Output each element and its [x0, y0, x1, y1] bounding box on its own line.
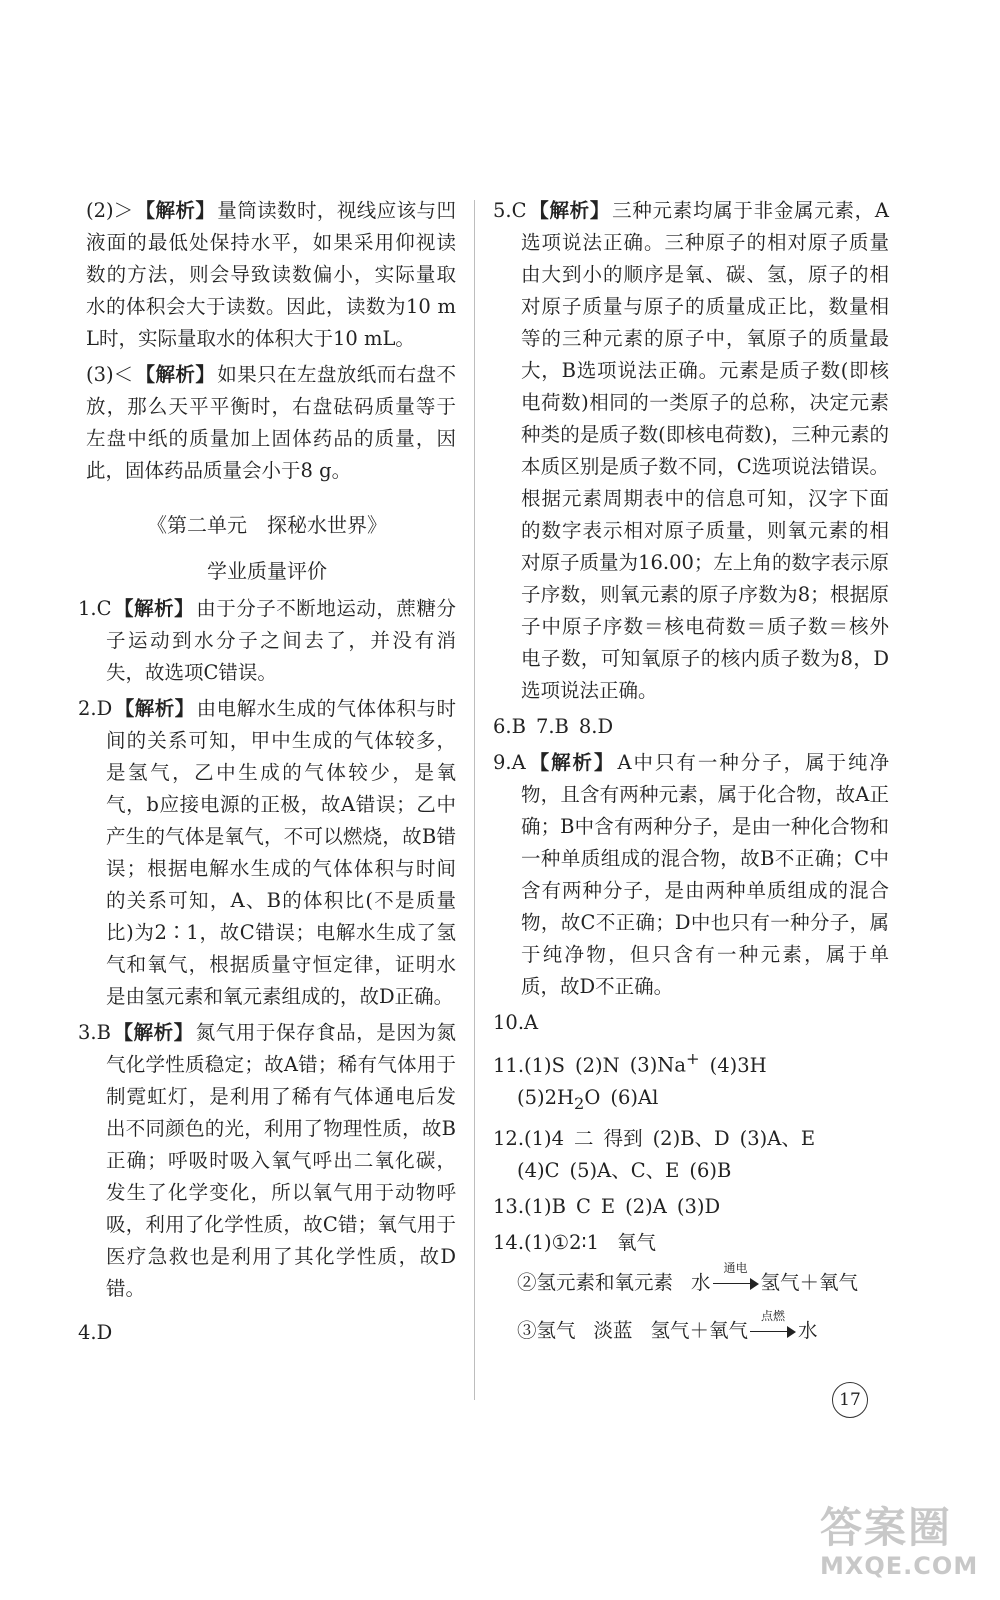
answer-item: (3)＜【 解析 】 如果只在左盘放纸而右盘不放，那么天平平衡时，右盘砝码质量等于左盘中纸的质量加上固体药品的质量，因此，固体药品质量会小于8 g。	[78, 359, 456, 487]
answer-item: 4.D	[78, 1321, 113, 1344]
answer-item: 9.A【 解析 】 A中只有一种分子，属于纯净物，且含有两种元素，属于化合物，故A正确；B中含有两种分子，是由一种化合物和一种单质组成的混合物，故B不正确；C中含有两种分子，是由两种单质组成的混合物，故C不正确；D中也只有一种分子，属于纯净物，但只含有一种元素，属于单质，故D不正确。	[493, 747, 889, 1003]
analysis-tag: 【 解析 】	[114, 697, 194, 720]
watermark	[820, 1505, 990, 1595]
right-column	[493, 195, 889, 1355]
reaction-arrow-icon: 点燃	[750, 1321, 796, 1343]
answer-item: 11.(1)S (2)N (3)Na+ (4)3H	[493, 1049, 767, 1077]
watermark-url: MXQE.COM	[820, 1552, 979, 1580]
answer-item: $(5)2H_2O$ (6)Al	[517, 1085, 659, 1113]
analysis-tag: 【 解析 】	[135, 199, 215, 222]
page-number: 17	[832, 1382, 868, 1418]
analysis-tag: 【 解析 】	[528, 751, 616, 774]
unit-title: 《第二单元 探秘水世界》	[147, 513, 387, 537]
reaction-arrow-icon: 通电	[713, 1273, 759, 1295]
answer-item: 6.B 7.B 8.D	[493, 715, 614, 738]
answer-item: 14.(1)①2∶1 氧气	[493, 1231, 657, 1255]
answer-item: 12.(1)4 二 得到 (2)B、D (3)A、E	[493, 1127, 816, 1151]
answer-item: (4)C (5)A、C、E (6)B	[517, 1159, 732, 1183]
answer-item: 5.C【 解析 】 三种元素均属于非金属元素，A选项说法正确。三种原子的相对原子质量由大到小的顺序是氧、碳、氢，原子的相对原子质量与原子的质量成正比，数量相等的三种元素的原子中，氧原子的质量最大，B选项说法正确。元素是质子数(即核电荷数)相同的一类原子的总称，决定元素种类的是质子数(即核电荷数)，三种元素的本质区别是质子数不同，C选项说法错误。根据元素周期表中的信息可知，汉字下面的数字表示相对原子质量，则氧元素的相对原子质量为16.00；左上角的数字表示原子序数，则氧元素的原子序数为8；根据原子中原子序数＝核电荷数＝质子数＝核外电子数，可知氧原子的核内质子数为8，D选项说法正确。	[493, 195, 889, 707]
analysis-tag: 【 解析 】	[529, 199, 611, 222]
left-column	[78, 195, 456, 1349]
answer-item: 2.D【 解析 】 由电解水生成的气体体积与时间的关系可知，甲中生成的气体较多，是氢气，乙中生成的气体较少，是氧气，b应接电源的正极，故A错误；乙中产生的气体是氧气，不可以燃烧，故B错误；根据电解水生成的气体体积与时间的关系可知，A、B的体积比(不是质量比)为2∶1，故C错误；电解水生成了氢气和氧气，根据质量守恒定律，证明水是由氢元素和氧元素组成的，故D正确。	[78, 693, 456, 1013]
answer-item: 3.B【 解析 】 氮气用于保存食品，是因为氮气化学性质稳定；故A错；稀有气体用于制霓虹灯，是利用了稀有气体通电后发出不同颜色的光，利用了物理性质，故B正确；呼吸时吸入氧气呼出二氧化碳，发生了化学变化，所以氧气用于动物呼吸，利用了化学性质，故C错；氧气用于医疗急救也是利用了其化学性质，故D错。	[78, 1017, 456, 1305]
equation-line: ②氢元素和氧元素 水 通电 氢气＋氧气	[517, 1260, 859, 1295]
answer-item: (2)＞【 解析 】 量筒读数时，视线应该与凹液面的最低处保持水平，如果采用仰视读数的方法，则会导致读数偏小，实际量取水的体积会大于读数。因此，读数为10 mL时，实际量取水的体积大于10 mL。	[78, 195, 456, 355]
equation-line: ③氢气 淡蓝 氢气＋氧气 点燃 水	[517, 1308, 818, 1343]
analysis-tag: 【 解析 】	[113, 1021, 194, 1044]
section-title: 学业质量评价	[207, 559, 327, 583]
watermark-title: 答案圈	[820, 1503, 953, 1552]
answer-item: 13.(1)B C E (2)A (3)D	[493, 1195, 721, 1219]
analysis-tag: 【 解析 】	[135, 363, 215, 386]
column-divider	[474, 200, 475, 1400]
analysis-tag: 【 解析 】	[114, 597, 195, 620]
answer-item: 1.C【 解析 】 由于分子不断地运动，蔗糖分子运动到水分子之间去了，并没有消失，故选项C错误。	[78, 593, 456, 689]
answer-item: 10.A	[493, 1011, 539, 1034]
